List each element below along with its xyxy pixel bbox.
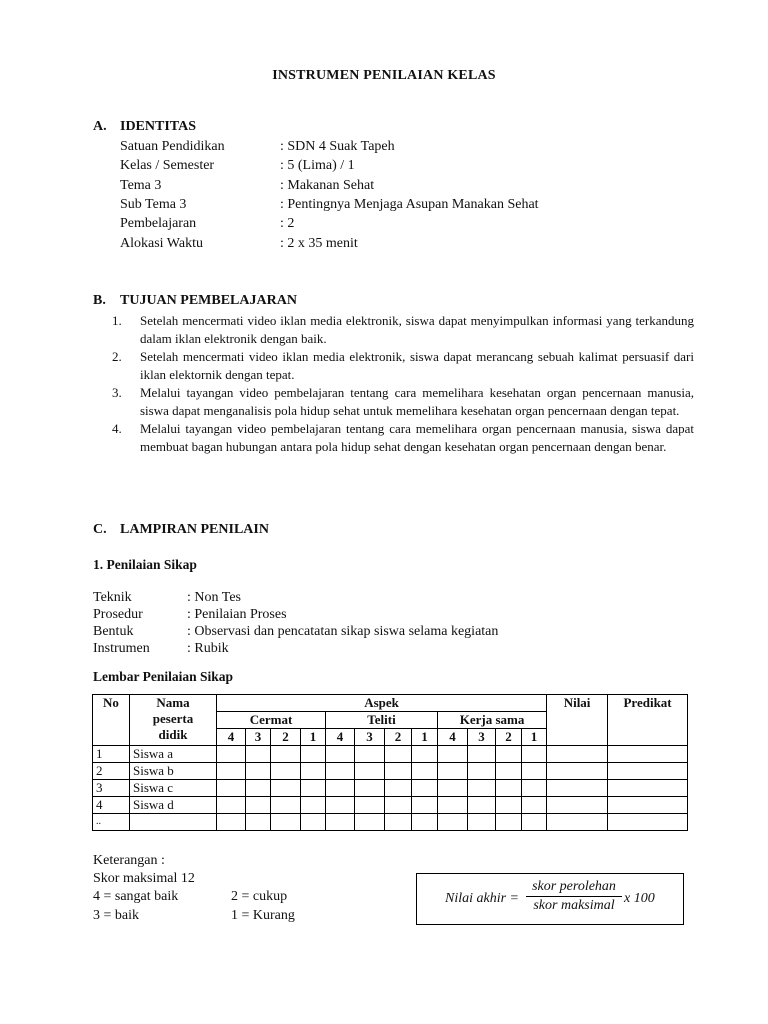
score-cell[interactable] [468,797,496,814]
technique-label: Instrumen [93,641,150,656]
formula-fraction [524,878,624,915]
score-cell[interactable] [522,797,547,814]
row-no: 4 [93,797,130,814]
score-cell[interactable] [522,763,547,780]
sub-heading-penilaian-sikap: 1. Penilaian Sikap [93,557,197,572]
skor-maksimal: Skor maksimal 12 [93,871,195,886]
identity-value: : 2 x 35 menit [280,236,358,251]
row-name: Siswa c [130,780,217,797]
section-c-letter: C. [93,522,107,537]
table-row [93,763,688,780]
identity-label: Tema 3 [120,178,162,193]
predikat-cell[interactable] [608,780,688,797]
score-cell[interactable] [355,763,385,780]
identity-value: : 5 (Lima) / 1 [280,158,355,173]
score-cell[interactable] [412,780,438,797]
score-cell[interactable] [412,797,438,814]
header-predikat: Predikat [608,695,688,746]
objective-number: 4. [112,421,122,436]
section-c-heading: LAMPIRAN PENILAIN [120,522,269,537]
score-cell[interactable] [246,763,271,780]
score-legend-1: 1 = Kurang [231,908,295,923]
header-score: 3 [246,729,271,746]
header-score: 4 [438,729,468,746]
score-legend-2: 2 = cukup [231,889,288,904]
header-nama-line: didik [158,727,188,742]
row-no: .. [93,814,130,831]
identity-label: Kelas / Semester [120,158,215,173]
objective-text: Melalui tayangan video pembelajaran tentang cara memelihara kesehatan organ pencernaan manusia, siswa dapat menganalisis pola hidup sehat untuk memelihara kesehatan organ pencernaan dengan tepat. [140,385,694,418]
header-nilai: Nilai [547,695,608,746]
identity-label: Pembelajaran [120,216,197,231]
section-a-letter: A. [93,119,107,134]
nilai-cell[interactable] [547,814,608,831]
formula-numerator: skor perolehan [532,879,616,894]
score-cell[interactable] [355,746,385,763]
score-cell[interactable] [271,746,301,763]
score-cell[interactable] [522,814,547,831]
objective-item [112,384,694,419]
score-cell[interactable] [355,780,385,797]
header-aspek-kerja-sama: Kerja sama [438,712,547,729]
header-aspek-teliti: Teliti [326,712,438,729]
score-cell[interactable] [412,763,438,780]
objectives-list [112,312,694,456]
score-cell[interactable] [496,797,522,814]
nilai-cell[interactable] [547,780,608,797]
technique-label: Teknik [93,590,132,605]
table-header-row [93,695,688,712]
score-cell[interactable] [301,763,326,780]
score-cell[interactable] [496,814,522,831]
objective-item [112,312,694,347]
row-name: Siswa b [130,763,217,780]
header-score: 4 [326,729,355,746]
keterangan-label: Keterangan : [93,853,165,868]
section-a-heading: IDENTITAS [120,119,196,134]
score-cell[interactable] [217,780,246,797]
score-cell[interactable] [355,797,385,814]
score-cell[interactable] [438,780,468,797]
header-score: 2 [385,729,412,746]
score-cell[interactable] [271,763,301,780]
header-no: No [93,695,130,746]
formula-denominator: skor maksimal [533,898,615,913]
nilai-cell[interactable] [547,763,608,780]
objective-text: Melalui tayangan video pembelajaran tentang cara memelihara organ pencernaan manusia, siswa dapat membuat bagan hubungan antara pola hidup sehat dengan kesehatan organ pencernaan dengan benar. [140,421,694,454]
score-cell[interactable] [385,797,412,814]
score-cell[interactable] [326,814,355,831]
score-cell[interactable] [385,780,412,797]
score-legend-4: 4 = sangat baik [93,889,179,904]
score-cell[interactable] [438,763,468,780]
score-cell[interactable] [355,814,385,831]
objective-number: 2. [112,349,122,364]
section-b-heading: TUJUAN PEMBELAJARAN [120,293,297,308]
nilai-cell[interactable] [547,746,608,763]
header-nama [130,695,217,746]
score-cell[interactable] [246,797,271,814]
score-cell[interactable] [496,763,522,780]
score-cell[interactable] [217,797,246,814]
header-score: 1 [522,729,547,746]
header-score: 1 [412,729,438,746]
score-cell[interactable] [326,780,355,797]
table-row [93,797,688,814]
row-no: 3 [93,780,130,797]
identity-label: Satuan Pendidikan [120,139,225,154]
score-cell[interactable] [217,814,246,831]
score-cell[interactable] [468,814,496,831]
score-cell[interactable] [385,746,412,763]
objective-text: Setelah mencermati video iklan media elektronik, siswa dapat menyimpulkan informasi yang terkandung dalam iklan elektronik dengan baik. [140,313,694,346]
lembar-penilaian-title: Lembar Penilaian Sikap [93,669,234,684]
header-nama-line: peserta [152,711,194,726]
nilai-cell[interactable] [547,797,608,814]
objective-number: 1. [112,313,122,328]
technique-value: : Penilaian Proses [187,607,287,622]
row-no: 2 [93,763,130,780]
score-cell[interactable] [496,746,522,763]
section-b-letter: B. [93,293,106,308]
header-score: 2 [271,729,301,746]
score-cell[interactable] [301,814,326,831]
score-cell[interactable] [271,814,301,831]
score-cell[interactable] [301,780,326,797]
score-cell[interactable] [412,814,438,831]
header-nama-line: Nama [156,695,190,710]
header-aspek: Aspek [217,695,547,712]
identity-label: Alokasi Waktu [120,236,203,251]
objective-item [112,420,694,455]
identity-value: : SDN 4 Suak Tapeh [280,139,395,154]
objective-number: 3. [112,385,122,400]
predikat-cell[interactable] [608,814,688,831]
header-score: 1 [301,729,326,746]
row-name [130,814,217,831]
score-cell[interactable] [385,814,412,831]
technique-value: : Non Tes [187,590,241,605]
score-cell[interactable] [438,797,468,814]
score-legend-3: 3 = baik [93,908,139,923]
page-title: INSTRUMEN PENILAIAN KELAS [272,68,496,83]
score-cell[interactable] [326,763,355,780]
technique-value: : Rubik [187,641,229,656]
score-cell[interactable] [217,763,246,780]
header-score: 4 [217,729,246,746]
objective-item [112,348,694,383]
score-cell[interactable] [217,746,246,763]
score-cell[interactable] [468,780,496,797]
score-cell[interactable] [468,763,496,780]
score-cell[interactable] [246,746,271,763]
score-cell[interactable] [438,814,468,831]
header-score: 3 [468,729,496,746]
formula-box [416,873,684,925]
header-aspek-cermat: Cermat [217,712,326,729]
score-cell[interactable] [326,746,355,763]
table-row [93,814,688,831]
score-cell[interactable] [468,746,496,763]
score-cell[interactable] [438,746,468,763]
predikat-cell[interactable] [608,797,688,814]
header-score: 3 [355,729,385,746]
technique-label: Bentuk [93,624,134,639]
identity-label: Sub Tema 3 [120,197,187,212]
technique-label: Prosedur [93,607,143,622]
formula-lhs: Nilai akhir = [445,891,520,906]
table-row [93,780,688,797]
formula-rhs: x 100 [624,891,655,906]
score-cell[interactable] [412,746,438,763]
score-cell[interactable] [326,797,355,814]
row-no: 1 [93,746,130,763]
identity-value: : 2 [280,216,295,231]
score-cell[interactable] [246,780,271,797]
predikat-cell[interactable] [608,763,688,780]
technique-value: : Observasi dan pencatatan sikap siswa selama kegiatan [187,624,499,639]
score-cell[interactable] [522,780,547,797]
identity-value: : Pentingnya Menjaga Asupan Manakan Sehat [280,197,539,212]
score-cell[interactable] [271,797,301,814]
objective-text: Setelah mencermati video iklan media elektronik, siswa dapat merancang sebuah kalimat persuasif dari iklan elektornik dengan tepat. [140,349,694,382]
score-cell[interactable] [246,814,271,831]
table-row [93,746,688,763]
score-cell[interactable] [301,797,326,814]
header-score: 2 [496,729,522,746]
score-cell[interactable] [271,780,301,797]
score-cell[interactable] [301,746,326,763]
score-cell[interactable] [522,746,547,763]
score-cell[interactable] [496,780,522,797]
attitude-assessment-table [92,694,688,831]
score-cell[interactable] [385,763,412,780]
row-name: Siswa a [130,746,217,763]
identity-value: : Makanan Sehat [280,178,375,193]
predikat-cell[interactable] [608,746,688,763]
row-name: Siswa d [130,797,217,814]
